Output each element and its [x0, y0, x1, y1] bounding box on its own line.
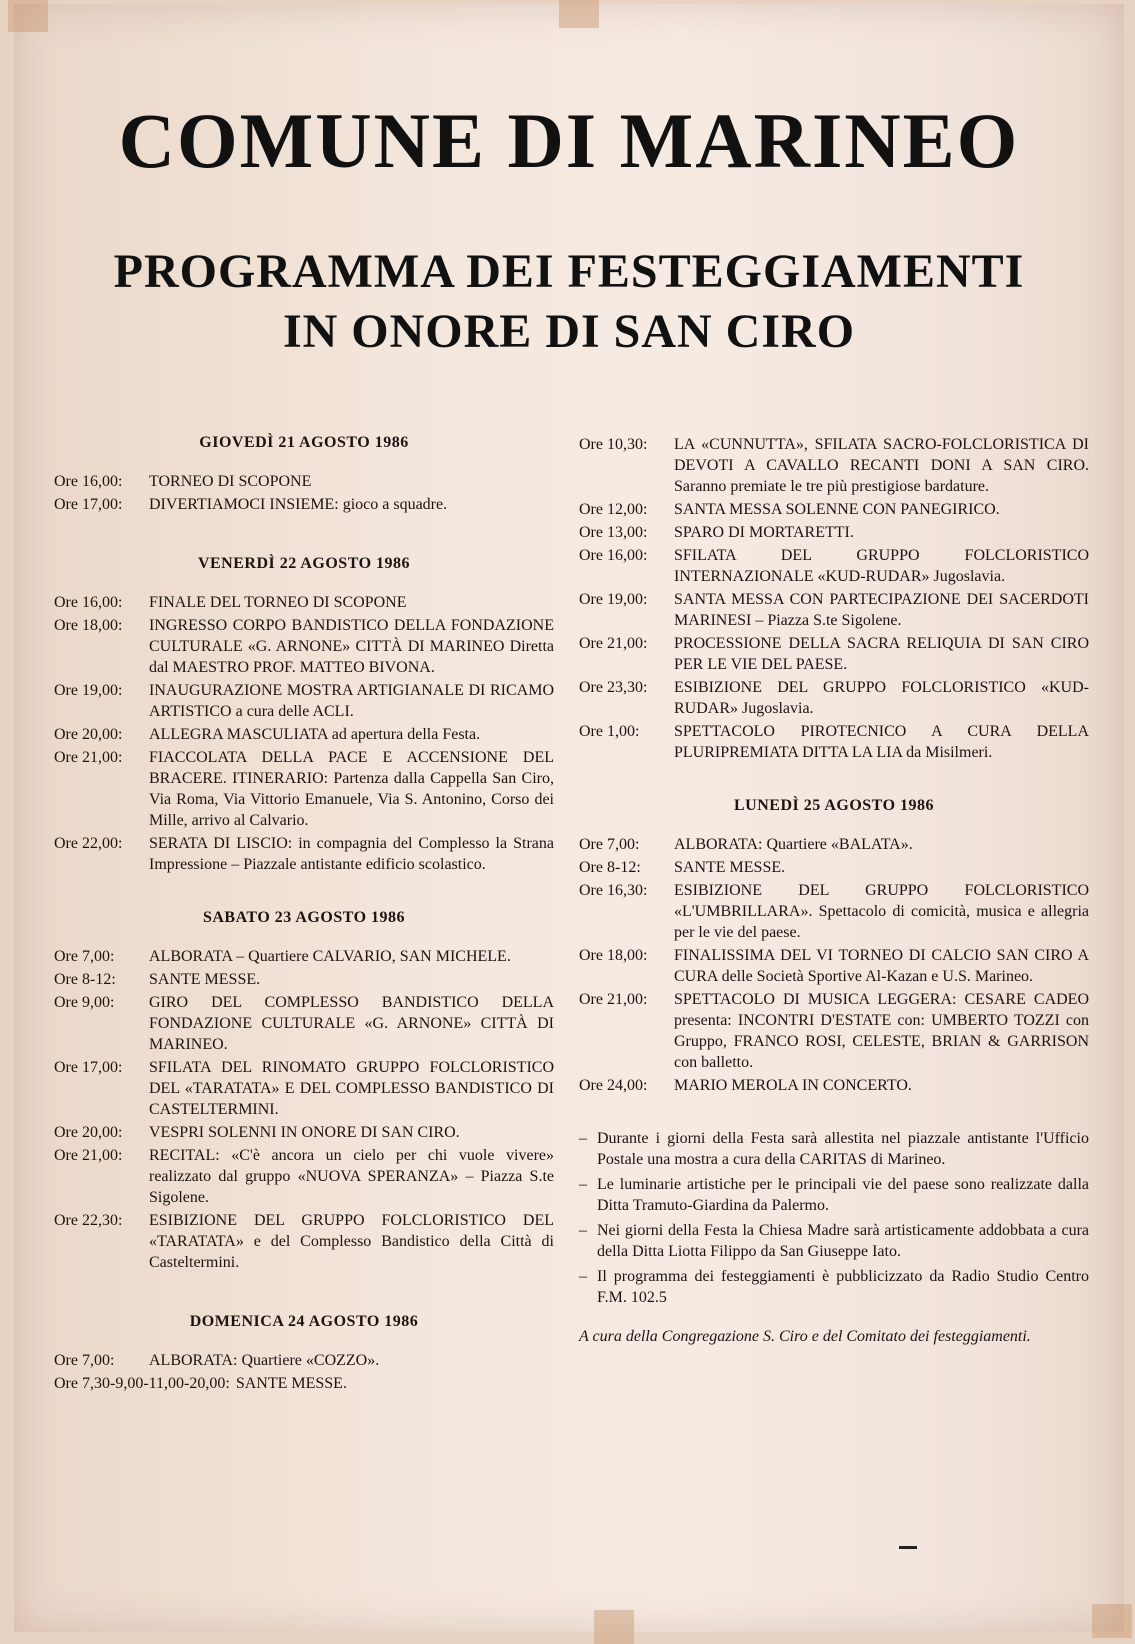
entry-text: SANTE MESSE. [235, 1375, 347, 1392]
entry-time: Ore 21,00: [579, 991, 648, 1008]
schedule-entry [579, 522, 1089, 543]
entry-time: Ore 18,00: [54, 617, 123, 634]
tape-bottom-right [1092, 1604, 1132, 1638]
entry-text: INGRESSO CORPO BANDISTICO DELLA FONDAZIONE CULTURALE «G. ARNONE» CITTÀ DI MARINEO Diretta dal MAESTRO PROF. MATTEO BIVONA. [149, 617, 554, 676]
schedule-entry [579, 1075, 1089, 1096]
entry-text: SPETTACOLO PIROTECNICO A CURA DELLA PLURIPREMIATA DITTA LA LIA da Misilmeri. [674, 723, 1089, 761]
entry-text: ALBORATA: Quartiere «BALATA». [674, 836, 913, 853]
entry-time: Ore 24,00: [579, 1077, 648, 1094]
notice-text: Durante i giorni della Festa sarà allestita nel piazzale antistante l'Ufficio Postale una mostra a cura della CARITAS di Marineo. [597, 1130, 1089, 1168]
schedule-entry [579, 434, 1089, 497]
entry-text: ESIBIZIONE DEL GRUPPO FOLCLORISTICO «L'UMBRILLARA». Spettacolo di comicità, musica e allegria per le vie del paese. [674, 882, 1089, 941]
schedule-entry [579, 677, 1089, 719]
schedule-entry [579, 945, 1089, 987]
entry-time: Ore 8-12: [579, 859, 641, 876]
note-dash: – [579, 1268, 587, 1285]
schedule-entry [54, 1145, 554, 1208]
entry-time: Ore 7,30-9,00-11,00-20,00: [54, 1375, 230, 1392]
entry-text: FINALISSIMA DEL VI TORNEO DI CALCIO SAN CIRO A CURA delle Società Sportive Al-Kazan e U.S. Marineo. [674, 947, 1089, 985]
tape-top-left [8, 0, 48, 32]
left-column [54, 432, 554, 1396]
entry-time: Ore 21,00: [54, 1147, 123, 1164]
entry-time: Ore 13,00: [579, 524, 648, 541]
entry-text: SFILATA DEL GRUPPO FOLCLORISTICO INTERNAZIONALE «KUD-RUDAR» Jugoslavia. [674, 547, 1089, 585]
entry-text: SPARO DI MORTARETTI. [674, 524, 854, 541]
schedule-entry [579, 989, 1089, 1073]
notice-item [579, 1220, 1089, 1262]
entry-text: SFILATA DEL RINOMATO GRUPPO FOLCLORISTICO DEL «TARATATA» E DEL COMPLESSO BANDISTICO DI CASTELTERMINI. [149, 1059, 554, 1118]
entry-time: Ore 9,00: [54, 994, 115, 1011]
note-dash: – [579, 1176, 587, 1193]
entry-time: Ore 10,30: [579, 436, 648, 453]
entry-time: Ore 19,00: [579, 591, 648, 608]
schedule-entry [54, 494, 554, 515]
entry-time: Ore 18,00: [579, 947, 648, 964]
schedule-entry [579, 545, 1089, 587]
page-title: COMUNE DI MARINEO [118, 97, 1020, 184]
printer-imprint [899, 1546, 1099, 1549]
schedule-entry [579, 857, 1089, 878]
poster [14, 4, 1124, 1632]
entry-time: Ore 21,00: [579, 635, 648, 652]
entry-time: Ore 23,30: [579, 679, 648, 696]
schedule-entry [54, 724, 554, 745]
entry-text: MARIO MEROLA IN CONCERTO. [674, 1077, 912, 1094]
schedule-entry [54, 833, 554, 875]
entry-time: Ore 20,00: [54, 726, 123, 743]
schedule-entry [54, 471, 554, 492]
entry-text: GIRO DEL COMPLESSO BANDISTICO DELLA FONDAZIONE CULTURALE «G. ARNONE» CITTÀ DI MARINEO. [149, 994, 554, 1053]
note-dash: – [579, 1222, 587, 1239]
notice-item [579, 1266, 1089, 1308]
day-heading: DOMENICA 24 AGOSTO 1986 [189, 1313, 419, 1330]
schedule-entry [579, 834, 1089, 855]
notice-text: Le luminarie artistiche per le principali vie del paese sono realizzate dalla Ditta Tramuto-Giardina da Palermo. [597, 1176, 1089, 1214]
entry-time: Ore 1,00: [579, 723, 640, 740]
schedule-entry [54, 680, 554, 722]
note-dash: – [579, 1130, 587, 1147]
entry-text: ALBORATA – Quartiere CALVARIO, SAN MICHELE. [149, 948, 511, 965]
day-heading: LUNEDÌ 25 AGOSTO 1986 [733, 797, 935, 814]
schedule-entry [54, 1122, 554, 1143]
entry-time: Ore 17,00: [54, 1059, 123, 1076]
subtitle-line-1: PROGRAMMA DEI FESTEGGIAMENTI [113, 245, 1025, 298]
entry-text: SERATA DI LISCIO: in compagnia del Complesso la Strana Impressione – Piazzale antistante edificio scolastico. [149, 835, 554, 873]
notice-item [579, 1174, 1089, 1216]
entry-text: PROCESSIONE DELLA SACRA RELIQUIA DI SAN CIRO PER LE VIE DEL PAESE. [674, 635, 1089, 673]
entry-time: Ore 7,00: [54, 1352, 115, 1369]
schedule-entry [54, 992, 554, 1055]
schedule-entry [579, 499, 1089, 520]
entry-time: Ore 7,00: [54, 948, 115, 965]
notice-text: Nei giorni della Festa la Chiesa Madre sarà artisticamente addobbata a cura della Ditta Liotta Filippo da San Giuseppe Iato. [597, 1222, 1089, 1260]
entry-text: FIACCOLATA DELLA PACE E ACCENSIONE DEL BRACERE. ITINERARIO: Partenza dalla Cappella San Ciro, Via Roma, Via Vittorio Emanuele, Via S. Antonino, Corso dei Mille, arrivo al Calvario. [149, 749, 554, 829]
schedule-entry [54, 592, 554, 613]
entry-text: ALBORATA: Quartiere «COZZO». [149, 1352, 380, 1369]
entry-text: VESPRI SOLENNI IN ONORE DI SAN CIRO. [149, 1124, 460, 1141]
schedule-entry [54, 969, 554, 990]
schedule-entry [54, 747, 554, 831]
entry-text: SANTA MESSA CON PARTECIPAZIONE DEI SACERDOTI MARINESI – Piazza S.te Sigolene. [674, 591, 1089, 629]
entry-time: Ore 20,00: [54, 1124, 123, 1141]
right-column [579, 434, 1089, 1347]
schedule-entry [54, 615, 554, 678]
entry-time: Ore 12,00: [579, 501, 648, 518]
entry-time: Ore 21,00: [54, 749, 123, 766]
entry-time: Ore 22,00: [54, 835, 123, 852]
entry-time: Ore 17,00: [54, 496, 123, 513]
tape-top-center [559, 0, 599, 28]
entry-text: SANTE MESSE. [674, 859, 786, 876]
entry-text: INAUGURAZIONE MOSTRA ARTIGIANALE DI RICAMO ARTISTICO a cura delle ACLI. [149, 682, 554, 720]
entry-time: Ore 8-12: [54, 971, 116, 988]
entry-time: Ore 16,30: [579, 882, 648, 899]
schedule-entry [579, 589, 1089, 631]
entry-text: SANTE MESSE. [149, 971, 261, 988]
entry-text: ALLEGRA MASCULIATA ad apertura della Festa. [149, 726, 481, 743]
day-heading: VENERDÌ 22 AGOSTO 1986 [197, 555, 411, 572]
entry-text: ESIBIZIONE DEL GRUPPO FOLCLORISTICO «KUD-RUDAR» Jugoslavia. [674, 679, 1089, 717]
entry-text: DIVERTIAMOCI INSIEME: gioco a squadre. [149, 496, 448, 513]
entry-time: Ore 19,00: [54, 682, 123, 699]
schedule-entry [54, 1210, 554, 1273]
entry-text: ESIBIZIONE DEL GRUPPO FOLCLORISTICO DEL «TARATATA» e del Complesso Bandistico della Città di Casteltermini. [149, 1212, 554, 1271]
day-heading: SABATO 23 AGOSTO 1986 [202, 909, 406, 926]
entry-time: Ore 16,00: [54, 473, 123, 490]
entry-text: SPETTACOLO DI MUSICA LEGGERA: CESARE CADEO presenta: INCONTRI D'ESTATE con: UMBERTO TOZZI con Gruppo, FRANCO ROSI, CELESTE, BRIAN & GARRISON con balletto. [674, 991, 1089, 1071]
schedule-entry [579, 880, 1089, 943]
schedule-entry [54, 1373, 554, 1394]
entry-text: TORNEO DI SCOPONE [149, 473, 312, 490]
entry-time: Ore 16,00: [54, 594, 123, 611]
schedule-entry [54, 1057, 554, 1120]
entry-text: LA «CUNNUTTA», SFILATA SACRO-FOLCLORISTICA DI DEVOTI A CAVALLO RECANTI DONI A SAN CIRO. Saranno premiate le tre più prestigiose bardature. [674, 436, 1089, 495]
schedule-entry [54, 1350, 554, 1371]
entry-text: RECITAL: «C'è ancora un cielo per chi vuole vivere» realizzato dal gruppo «NUOVA SPERANZA» – Piazza S.te Sigolene. [149, 1147, 554, 1206]
entry-text: FINALE DEL TORNEO DI SCOPONE [149, 594, 407, 611]
notice-text: Il programma dei festeggiamenti è pubblicizzato da Radio Studio Centro F.M. 102.5 [597, 1268, 1089, 1306]
schedule-entry [579, 721, 1089, 763]
page-subtitle [14, 242, 1124, 362]
entry-time: Ore 16,00: [579, 547, 648, 564]
day-heading: GIOVEDÌ 21 AGOSTO 1986 [199, 434, 409, 451]
credit-line: A cura della Congregazione S. Ciro e del Comitato dei festeggiamenti. [579, 1328, 1031, 1345]
subtitle-line-2: IN ONORE DI SAN CIRO [282, 305, 856, 358]
schedule-entry [54, 946, 554, 967]
entry-time: Ore 7,00: [579, 836, 640, 853]
entry-text: SANTA MESSA SOLENNE CON PANEGIRICO. [674, 501, 1000, 518]
notice-item [579, 1128, 1089, 1170]
schedule-entry [579, 633, 1089, 675]
entry-time: Ore 22,30: [54, 1212, 123, 1229]
